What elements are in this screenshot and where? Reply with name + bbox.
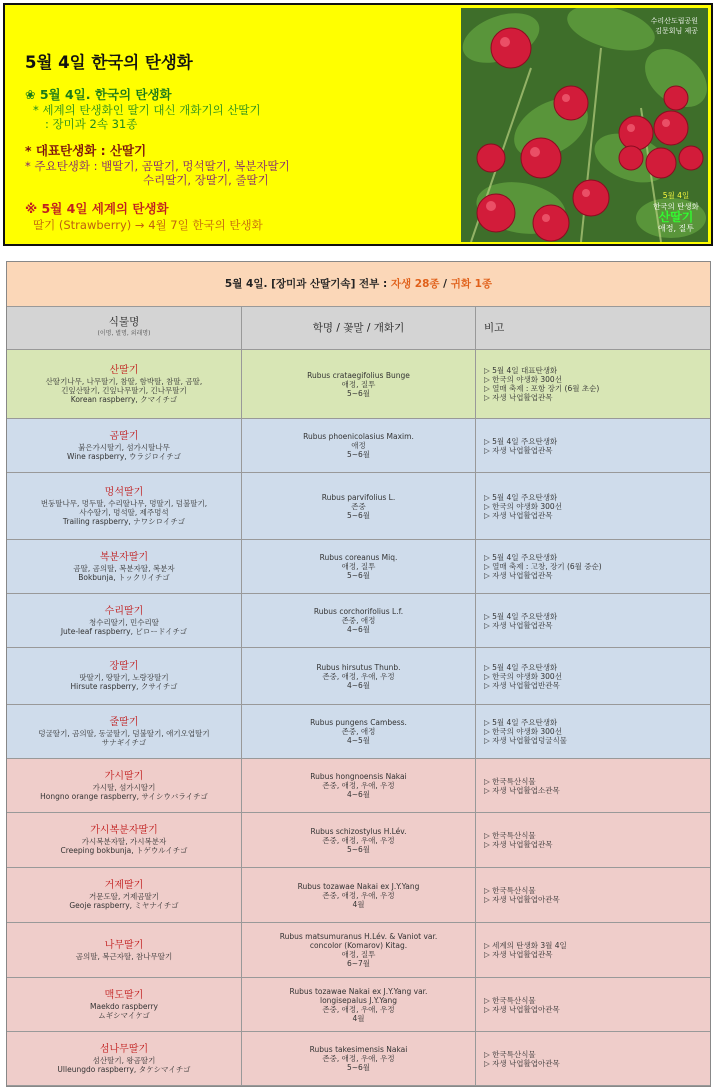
plant-alias: Maekdo raspberry bbox=[90, 1001, 158, 1011]
flower-info: 4월 bbox=[352, 899, 365, 909]
note-line: ▷ 한국특산식물 bbox=[484, 886, 536, 895]
plant-alias: Jute-leaf raspberry, ビロードイチゴ bbox=[60, 626, 188, 636]
plant-name-cell bbox=[7, 350, 242, 418]
flower-info: 존중, 애정, 우애, 우정 bbox=[322, 1054, 395, 1063]
note-line: ▷ 자생 낙엽활엽아관목 bbox=[484, 1058, 560, 1068]
note-line: ▷ 5월 4일 주요탄생화 bbox=[484, 611, 558, 621]
flower-info: 존중, 애정, 우애, 우정 bbox=[322, 671, 395, 681]
plant-name: 곰딸기 bbox=[109, 430, 139, 442]
note-line: ▷ 자생 낙엽활엽아관목 bbox=[484, 895, 560, 904]
note-line: ▷ 5월 4일 주요탄생화 bbox=[484, 718, 558, 727]
plant-name-cell bbox=[7, 473, 242, 539]
plant-alias: Ulleungdo raspberry, タケシマイチゴ bbox=[57, 1064, 191, 1074]
plant-name-cell bbox=[7, 540, 242, 593]
representative-flower: * 대표탄생화 : 산딸기 bbox=[25, 143, 147, 158]
table-row bbox=[7, 594, 710, 648]
note-line: ▷ 자생 낙엽활엽관목 bbox=[484, 571, 553, 580]
note-line: ▷ 세계의 탄생화 3월 4일 bbox=[484, 941, 567, 950]
plant-name-cell bbox=[7, 1032, 242, 1085]
note-cell bbox=[476, 705, 710, 758]
plant-name: 멍석딸기 bbox=[104, 486, 144, 498]
column-header-note: 비고 bbox=[484, 321, 505, 334]
plant-name: 산딸기 bbox=[109, 364, 139, 376]
flower-info: 존중, 애정, 우애, 우정 bbox=[322, 1004, 395, 1014]
note-line: ▷ 한국의 야생화 300선 bbox=[484, 671, 562, 681]
scientific-cell bbox=[242, 594, 476, 647]
flower-info: 5~6월 bbox=[346, 388, 371, 398]
flower-info: 5~6월 bbox=[346, 571, 371, 580]
flower-info: 4~6월 bbox=[346, 790, 371, 799]
note-cell bbox=[476, 759, 710, 812]
scientific-name: Rubus crataegifolius Bunge bbox=[307, 370, 410, 380]
note-cell bbox=[476, 923, 710, 977]
table-row bbox=[7, 540, 710, 594]
table-row bbox=[7, 813, 710, 868]
naturalized-count: 귀화 1종 bbox=[450, 278, 493, 290]
flower-info: 5~6월 bbox=[346, 1063, 371, 1072]
table-row bbox=[7, 868, 710, 923]
plant-alias: 땃딸기, 땅딸기, 노랑장딸기 bbox=[79, 673, 169, 682]
note-line: ▷ 한국특산식물 bbox=[484, 995, 536, 1005]
table-row bbox=[7, 473, 710, 540]
note-line: ▷ 한국특산식물 bbox=[484, 1049, 536, 1059]
table-row bbox=[7, 350, 710, 419]
note-cell bbox=[476, 473, 710, 539]
plant-alias: 청수리딸기, 민수리딸 bbox=[89, 617, 159, 627]
note-line: ▷ 자생 낙엽활엽관목 bbox=[484, 393, 553, 402]
note-line: ▷ 열매 축제 : 포항 장기 (6월 초순) bbox=[484, 384, 600, 393]
scientific-cell bbox=[242, 759, 476, 812]
scientific-name: Rubus hongnoensis Nakai bbox=[310, 772, 407, 781]
scientific-cell bbox=[242, 473, 476, 539]
scientific-cell bbox=[242, 648, 476, 704]
flower-info: 5~6월 bbox=[346, 844, 371, 854]
note-line: ▷ 자생 낙엽활엽덩굴식물 bbox=[484, 736, 567, 745]
flower-info: 존중, 애정 bbox=[341, 616, 376, 625]
plant-name: 가시딸기 bbox=[104, 770, 144, 782]
plant-name: 복분자딸기 bbox=[99, 551, 149, 563]
description-line-1: * 세계의 탄생화인 딸기 대신 개화기의 산딸기 bbox=[33, 103, 261, 117]
flower-info: 4~6월 bbox=[346, 625, 371, 634]
plant-alias: 가시복분자딸, 가시복분자 bbox=[81, 837, 167, 846]
note-line: ▷ 한국의 야생화 300선 bbox=[484, 727, 562, 736]
note-cell bbox=[476, 419, 710, 472]
plant-name-cell bbox=[7, 705, 242, 758]
note-line: ▷ 자생 낙엽활엽관목 bbox=[484, 840, 553, 849]
note-line: ▷ 5월 4일 대표탄생화 bbox=[484, 366, 558, 375]
note-line: ▷ 자생 낙엽활엽아관목 bbox=[484, 1004, 560, 1014]
plant-alias: Bokbunja, トックリイチゴ bbox=[78, 572, 170, 582]
species-table bbox=[6, 261, 711, 1087]
note-line: ▷ 5월 4일 주요탄생화 bbox=[484, 492, 558, 502]
page-title: 5월 4일 한국의 탄생화 bbox=[25, 53, 193, 72]
plant-name-cell bbox=[7, 648, 242, 704]
plant-name-cell bbox=[7, 759, 242, 812]
plant-name-cell bbox=[7, 419, 242, 472]
flower-info: 존중, 애정 bbox=[341, 727, 376, 736]
table-title: 5월 4일. [장미과 산딸기속] 전부 : 자생 28종 / 귀화 1종 bbox=[7, 262, 710, 307]
plant-alias: 번둥딸나무, 멍두딸, 수리딸나무, 멍딸기, 덤불딸기, bbox=[40, 498, 208, 508]
photo-caption: 5월 4일 한국의 탄생화 산딸기 애정, 질투 bbox=[653, 191, 699, 233]
plant-alias: Geoje raspberry, ミヤナイチゴ bbox=[69, 901, 179, 910]
main-flowers-line-1: * 주요탄생화 : 뱀딸기, 곰딸기, 멍석딸기, 복분자딸기 bbox=[25, 159, 290, 173]
note-line: ▷ 자생 낙엽활엽관목 bbox=[484, 620, 553, 630]
table-row bbox=[7, 978, 710, 1032]
scientific-name: Rubus tozawae Nakai ex J.Y.Yang bbox=[297, 881, 420, 891]
note-line: ▷ 자생 낙엽활엽반관목 bbox=[484, 680, 560, 690]
plant-name-cell bbox=[7, 978, 242, 1031]
note-line: ▷ 열매 축제 : 고창, 장기 (6월 중순) bbox=[484, 562, 602, 571]
plant-name: 장딸기 bbox=[109, 661, 139, 672]
plant-alias: 가시딸, 섬가시딸기 bbox=[92, 782, 156, 792]
table-header-row bbox=[7, 307, 710, 350]
note-line: ▷ 한국의 야생화 300선 bbox=[484, 375, 562, 384]
plant-alias: Korean raspberry, クマイチゴ bbox=[70, 394, 178, 404]
plant-name: 줄딸기 bbox=[109, 716, 139, 728]
table-row bbox=[7, 419, 710, 473]
plant-name: 나무딸기 bbox=[104, 939, 144, 951]
note-line: ▷ 5월 4일 주요탄생화 bbox=[484, 553, 558, 562]
column-header-scientific: 학명 / 꽃말 / 개화기 bbox=[242, 307, 476, 349]
plant-name: 가시복분자딸기 bbox=[90, 825, 158, 836]
note-cell bbox=[476, 594, 710, 647]
table-row bbox=[7, 759, 710, 813]
note-line: ▷ 한국특산식물 bbox=[484, 831, 536, 840]
note-line: ▷ 한국의 야생화 300선 bbox=[484, 501, 562, 511]
scientific-name: Rubus hirsutus Thunb. bbox=[316, 662, 401, 672]
scientific-name: Rubus parvifolius L. bbox=[321, 492, 396, 502]
note-line: ▷ 자생 낙엽활엽소관목 bbox=[484, 785, 560, 795]
plant-alias: 곰딸, 곰의딸, 복분자딸, 복분자 bbox=[73, 563, 175, 573]
flower-info: 존중, 애정, 우애, 우정 bbox=[322, 890, 395, 900]
note-line: ▷ 한국특산식물 bbox=[484, 776, 536, 786]
scientific-cell bbox=[242, 419, 476, 472]
plant-name: 거제딸기 bbox=[104, 880, 144, 891]
plant-alias: 덩굴딸기, 곰의딸, 동굴딸기, 덤불딸기, 애기오엽딸기 bbox=[38, 728, 210, 738]
plant-alias: 섬산딸기, 왕곰딸기 bbox=[92, 1055, 156, 1065]
column-header-name: 식물명 (이명, 별명, 외래명) bbox=[7, 307, 242, 349]
flower-info: 5~6월 bbox=[346, 510, 371, 520]
scientific-name: Rubus takesimensis Nakai bbox=[309, 1045, 408, 1054]
note-cell bbox=[476, 868, 710, 922]
korea-flower-heading: ❀ 5월 4일. 한국의 탄생화 bbox=[25, 87, 172, 102]
plant-alias: Creeping bokbunja, トゲウルイチゴ bbox=[60, 846, 188, 855]
scientific-cell bbox=[242, 1032, 476, 1085]
plant-name-cell bbox=[7, 594, 242, 647]
note-line: ▷ 5월 4일 주요탄생화 bbox=[484, 662, 558, 672]
world-flower-heading: ※ 5월 4일 세계의 탄생화 bbox=[25, 201, 169, 216]
plant-alias: 붉은가시딸기, 섬가시딸나무 bbox=[78, 442, 170, 452]
plant-name-cell bbox=[7, 813, 242, 867]
scientific-cell bbox=[242, 350, 476, 418]
plant-alias: 곰의딸, 복근자딸, 참나무딸기 bbox=[75, 951, 173, 961]
scientific-name: Rubus corchorifolius L.f. bbox=[313, 607, 404, 616]
note-line: ▷ 자생 낙엽활엽관목 bbox=[484, 510, 553, 520]
plant-alias: ムギシマイケゴ bbox=[98, 1010, 150, 1020]
flower-info: 존중 bbox=[351, 501, 366, 511]
plant-name: 맥도딸기 bbox=[104, 989, 144, 1001]
flower-info: concolor (Komarov) Kitag. bbox=[309, 941, 408, 950]
flower-info: 4~5월 bbox=[346, 736, 371, 745]
scientific-name: Rubus tozawae Nakai ex J.Y.Yang var. bbox=[289, 986, 428, 996]
raspberry-photo bbox=[461, 8, 708, 242]
note-line: ▷ 자생 낙엽활엽관목 bbox=[484, 950, 553, 959]
note-cell bbox=[476, 350, 710, 418]
note-cell bbox=[476, 648, 710, 704]
flower-info: 존중, 애정, 우애, 우정 bbox=[322, 781, 395, 790]
plant-alias: 거문도딸, 거제곰딸기 bbox=[89, 892, 159, 901]
note-cell bbox=[476, 978, 710, 1031]
flower-info: 4~6월 bbox=[346, 680, 371, 690]
plant-alias: Wine raspberry, ウラジロイチゴ bbox=[66, 451, 182, 461]
scientific-name: Rubus matsumuranus H.Lév. & Vaniot var. bbox=[279, 932, 438, 941]
flower-info: 6~7월 bbox=[346, 959, 371, 968]
scientific-cell bbox=[242, 978, 476, 1031]
plant-alias: Trailing raspberry, ナワシロイチゴ bbox=[62, 516, 186, 526]
scientific-name: Rubus phoenicolasius Maxim. bbox=[303, 432, 414, 441]
native-count: 자생 28종 bbox=[390, 278, 440, 290]
note-cell bbox=[476, 813, 710, 867]
description-line-2: : 장미과 2속 31종 bbox=[45, 117, 138, 131]
plant-alias: 긴잎산딸기, 긴잎나무딸기, 긴나무딸기 bbox=[61, 385, 187, 395]
plant-alias: 산딸기나무, 나무딸기, 참딸, 함박딸, 참딸, 곰딸, bbox=[45, 376, 203, 386]
plant-name: 수리딸기 bbox=[104, 605, 144, 617]
note-cell bbox=[476, 540, 710, 593]
scientific-cell bbox=[242, 868, 476, 922]
flower-info: 애정, 질투 bbox=[341, 379, 376, 389]
flower-info: 5~6월 bbox=[346, 450, 371, 459]
scientific-cell bbox=[242, 705, 476, 758]
scientific-cell bbox=[242, 923, 476, 977]
table-row bbox=[7, 1032, 710, 1086]
world-flower-line: 딸기 (Strawberry) → 4월 7일 한국의 탄생화 bbox=[33, 218, 263, 232]
plant-alias: Hongno orange raspberry, サイシウバライチゴ bbox=[40, 791, 208, 801]
scientific-name: Rubus coreanus Miq. bbox=[319, 553, 398, 562]
header-text bbox=[25, 49, 455, 233]
note-line: ▷ 5월 4일 주요탄생화 bbox=[484, 436, 558, 446]
table-row bbox=[7, 705, 710, 759]
photo-credit: 수리산도립공원 김문회님 제공 bbox=[650, 17, 698, 35]
flower-info: 애정, 질투 bbox=[341, 950, 376, 959]
table-row bbox=[7, 648, 710, 705]
note-cell bbox=[476, 1032, 710, 1085]
plant-alias: サナギイチゴ bbox=[101, 737, 147, 747]
flower-info: 애정 bbox=[351, 441, 366, 450]
scientific-name: Rubus schizostylus H.Lév. bbox=[310, 826, 407, 836]
scientific-cell bbox=[242, 813, 476, 867]
scientific-cell bbox=[242, 540, 476, 593]
main-flowers-line-2: 수리딸기, 장딸기, 줄딸기 bbox=[143, 173, 269, 187]
flower-info: 애정, 질투 bbox=[341, 562, 376, 571]
plant-alias: 사수딸기, 멍석딸, 제주멍석 bbox=[79, 507, 169, 517]
scientific-name: Rubus pungens Cambess. bbox=[310, 718, 407, 727]
flower-info: 존중, 애정, 우애, 우정 bbox=[322, 835, 395, 845]
plant-alias: Hirsute raspberry, クサイチゴ bbox=[70, 682, 178, 691]
table-row bbox=[7, 923, 710, 978]
flower-info: 4월 bbox=[352, 1013, 365, 1023]
note-line: ▷ 자생 낙엽활엽관목 bbox=[484, 445, 553, 455]
plant-name-cell bbox=[7, 868, 242, 922]
plant-name: 섬나무딸기 bbox=[99, 1043, 149, 1055]
table-body bbox=[7, 350, 710, 1086]
plant-name-cell bbox=[7, 923, 242, 977]
flower-info: longisepalus J.Y.Yang bbox=[320, 995, 397, 1005]
header-card bbox=[3, 3, 713, 246]
